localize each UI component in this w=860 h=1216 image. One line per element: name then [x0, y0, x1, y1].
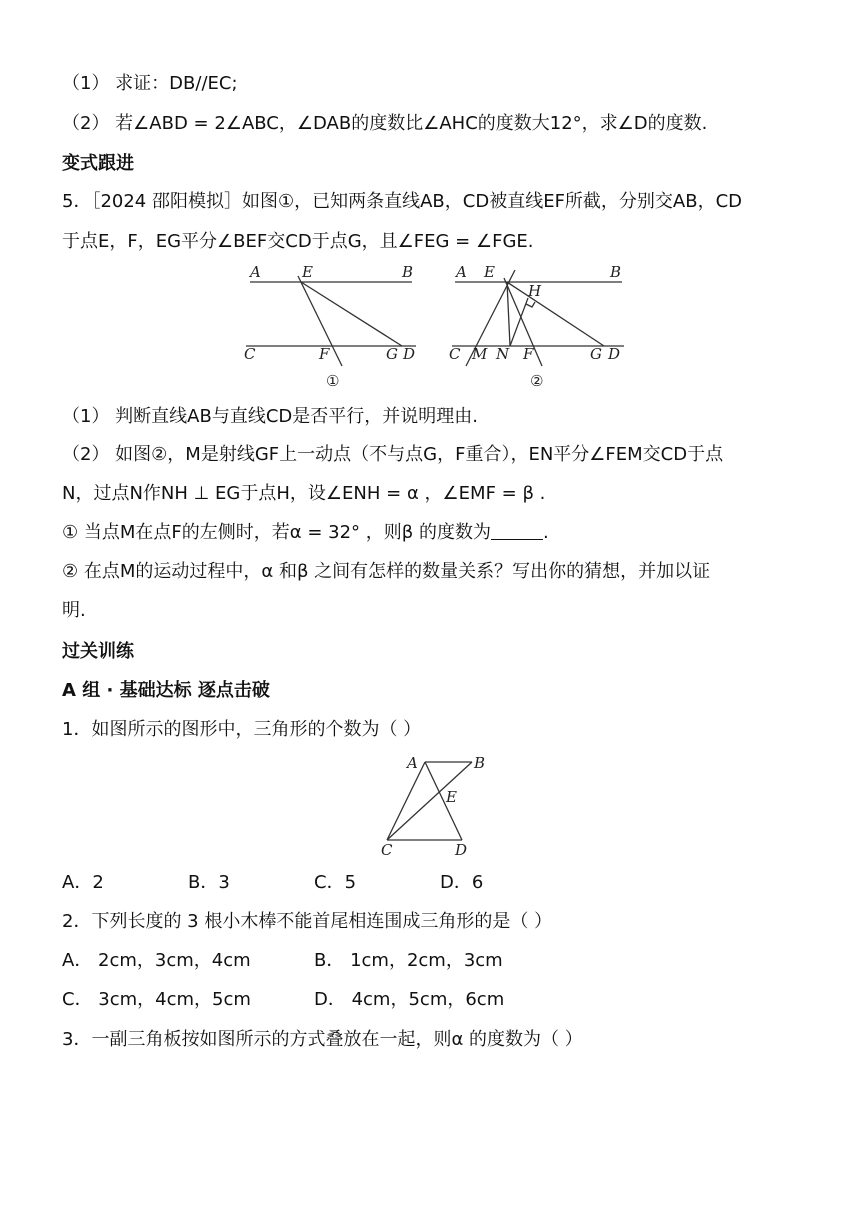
fig1-label-F: F [319, 345, 330, 363]
q5-figure-2 [449, 263, 624, 390]
q5-part1: （1） 判断直线AB与直线CD是否平行，并说明理由. [62, 406, 478, 427]
fig2-label-G: G [590, 345, 602, 363]
p2-option-c: C． 3cm，4cm，5cm [62, 989, 251, 1010]
p1-figure [0, 752, 860, 862]
p2-option-d: D． 4cm，5cm，6cm [314, 989, 505, 1010]
q5-figure-1 [244, 263, 416, 390]
fig1-label-B: B [402, 263, 414, 281]
p1-option-d: D．6 [440, 872, 484, 893]
fig2-label-F: F [523, 345, 534, 363]
fig2-caption: ② [530, 372, 544, 390]
fig2-label-C: C [449, 345, 461, 363]
p2-option-b: B． 1cm，2cm，3cm [314, 950, 503, 971]
variant-heading: 变式跟进 [62, 153, 134, 174]
fig1-label-A: A [250, 263, 261, 281]
p1-label-D: D [455, 841, 468, 859]
fig2-label-N: N [496, 345, 510, 363]
q5-part2-line1: （2） 如图②，M是射线GF上一动点（不与点G，F重合），EN平分∠FEM交CD于点 [62, 444, 724, 465]
p1-label-A: A [407, 754, 418, 772]
p2-option-a: A． 2cm，3cm，4cm [62, 950, 251, 971]
q5-figures [0, 262, 860, 402]
q5-sub2-line2: 明. [62, 600, 86, 621]
fig2-label-A: A [456, 263, 467, 281]
fig2-label-D: D [608, 345, 621, 363]
p1-option-c: C．5 [314, 872, 357, 893]
p1-label-C: C [381, 841, 393, 859]
q5-sub1 [62, 521, 549, 545]
q4-part2: （2） 若∠ABD = 2∠ABC，∠DAB的度数比∠AHC的度数大12°，求∠D的度数. [62, 113, 708, 134]
fig1-label-D: D [403, 345, 416, 363]
fig2-label-B: B [610, 263, 622, 281]
fig2-label-H: H [528, 282, 542, 300]
p1-label-E: E [446, 788, 457, 806]
group-heading: A 组 · 基础达标 逐点击破 [62, 680, 270, 701]
fig1-label-C: C [244, 345, 256, 363]
fig1-label-G: G [386, 345, 398, 363]
fig2-label-M: M [472, 345, 488, 363]
q5-sub1-text: ① 当点M在点F的左侧时，若α = 32° ，则β 的度数为 [62, 522, 491, 543]
q5-sub1-end: . [542, 522, 549, 543]
fig2-label-E: E [484, 263, 495, 281]
p2-question: 2．下列长度的 3 根小木棒不能首尾相连围成三角形的是（ ） [62, 911, 553, 932]
p1-question: 1．如图所示的图形中，三角形的个数为（ ） [62, 719, 422, 740]
fig1-caption: ① [326, 372, 340, 390]
q5-line1: 5．［2024 邵阳模拟］如图①，已知两条直线AB，CD被直线EF所截，分别交AB，CD [62, 191, 743, 212]
fig1-label-E: E [302, 263, 313, 281]
training-heading: 过关训练 [62, 641, 134, 662]
q5-sub2-line1: ② 在点M的运动过程中，α 和β 之间有怎样的数量关系？写出你的猜想，并加以证 [62, 561, 711, 582]
p1-option-b: B．3 [188, 872, 230, 893]
q5-line2: 于点E，F，EG平分∠BEF交CD于点G，且∠FEG = ∠FGE. [62, 231, 534, 252]
answer-blank [491, 521, 543, 540]
q4-part1: （1） 求证：DB//EC; [62, 73, 238, 94]
q5-part2-line2: N，过点N作NH ⊥ EG于点H，设∠ENH = α ，∠EMF = β . [62, 483, 546, 504]
p3-question: 3．一副三角板按如图所示的方式叠放在一起，则α 的度数为（ ） [62, 1029, 583, 1050]
p1-option-a: A．2 [62, 872, 104, 893]
p1-label-B: B [474, 754, 486, 772]
